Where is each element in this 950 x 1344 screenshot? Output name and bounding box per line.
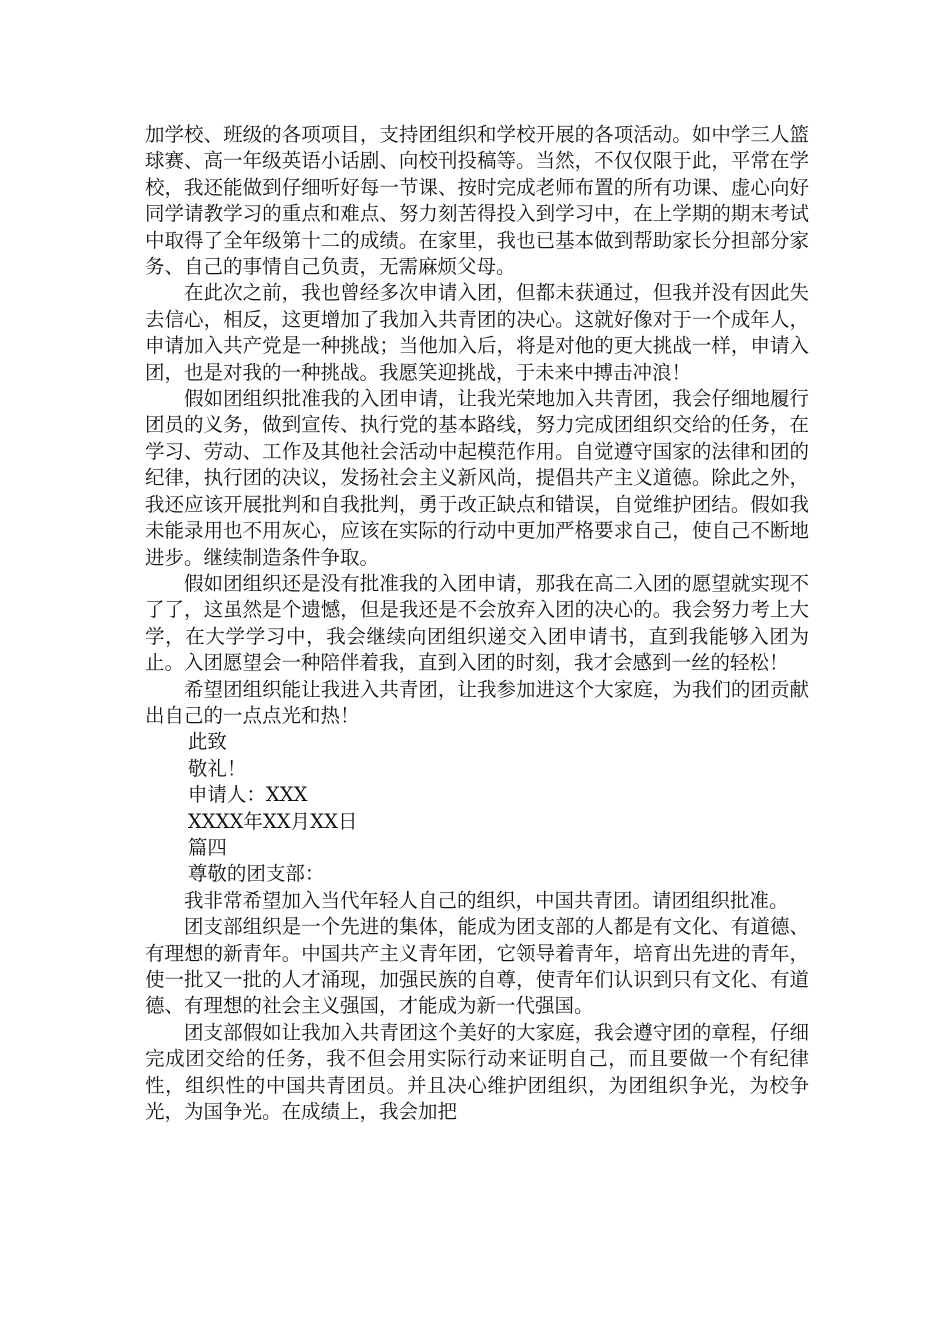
paragraph-7: 团支部组织是一个先进的集体，能成为团支部的人都是有文化、有道德、有理想的新青年。中国共产主义青年团，它领导着青年，培育出先进的青年，使一批又一批的人才涌现，加强民族的自尊，使青年们认识到只有文化、有道德、有理想的社会主义强国，才能成为新一代强国。 — [145, 915, 809, 1018]
paragraph-8: 团支部假如让我加入共青团这个美好的大家庭，我会遵守团的章程，仔细完成团交给的任务，我不但会用实际行动来证明自己，而且要做一个有纪律性，组织性的中国共青团员。并且决心维护团组织，为团组织争光，为校争光，为国争光。在成绩上，我会加把 — [145, 1020, 809, 1124]
paragraph-4: 假如团组织还是没有批准我的入团申请，那我在高二入团的愿望就实现不了了，这虽然是个遗憾，但是我还是不会放弃入团的决心的。我会努力考上大学，在大学学习中，我会继续向团组织递交入团申请书，直到我能够入团为止。入团愿望会一种陪伴着我，直到入团的时刻，我才会感到一丝的轻松！ — [145, 571, 809, 675]
applicant-line: 申请人：XXX — [187, 783, 308, 807]
paragraph-5: 希望团组织能让我进入共青团，让我参加进这个大家庭，为我们的团贡献出自己的一点点光和热！ — [145, 677, 809, 727]
closing-regards: 敬礼！ — [187, 756, 247, 780]
paragraph-2: 在此次之前，我也曾经多次申请入团，但都未获通过，但我并没有因此失去信心，相反，这更增加了我加入共青团的决心。这就好像对于一个成年人，申请加入共产党是一种挑战；当他加入后，将是对他的更大挑战一样，申请入团，也是对我的一种挑战。我愿笑迎挑战，于未来中搏击冲浪！ — [145, 281, 809, 384]
paragraph-1: 加学校、班级的各项项目，支持团组织和学校开展的各项活动。如中学三人篮球赛、高一年级英语小话剧、向校刊投稿等。当然，不仅仅限于此，平常在学校，我还能做到仔细听好每一节课、按时完成老师布置的所有功课、虚心向好同学请教学习的重点和难点、努力刻苦得投入到学习中，在上学期的期末考试中取得了全年级第十二的成绩。在家里，我也已基本做到帮助家长分担部分家务、自己的事情自己负责，无需麻烦父母。 — [145, 123, 809, 279]
document-body — [145, 122, 809, 1125]
date-line: XXXX年XX月XX日 — [187, 809, 358, 833]
greeting-line: 尊敬的团支部： — [187, 862, 325, 886]
section-heading: 篇四 — [187, 835, 227, 859]
closing-salutation: 此致 — [187, 730, 227, 754]
paragraph-3: 假如团组织批准我的入团申请，让我光荣地加入共青团，我会仔细地履行团员的义务，做到宣传、执行党的基本路线，努力完成团组织交给的任务，在学习、劳动、工作及其他社会活动中起模范作用。自觉遵守国家的法律和团的纪律，执行团的决议，发扬社会主义新风尚，提倡共产主义道德。除此之外，我还应该开展批判和自我批判，勇于改正缺点和错误，自觉维护团结。假如我未能录用也不用灰心，应该在实际的行动中更加严格要求自己，使自己不断地进步。继续制造条件争取。 — [145, 387, 809, 569]
paragraph-6: 我非常希望加入当代年轻人自己的组织，中国共青团。请团组织批准。 — [184, 888, 789, 912]
